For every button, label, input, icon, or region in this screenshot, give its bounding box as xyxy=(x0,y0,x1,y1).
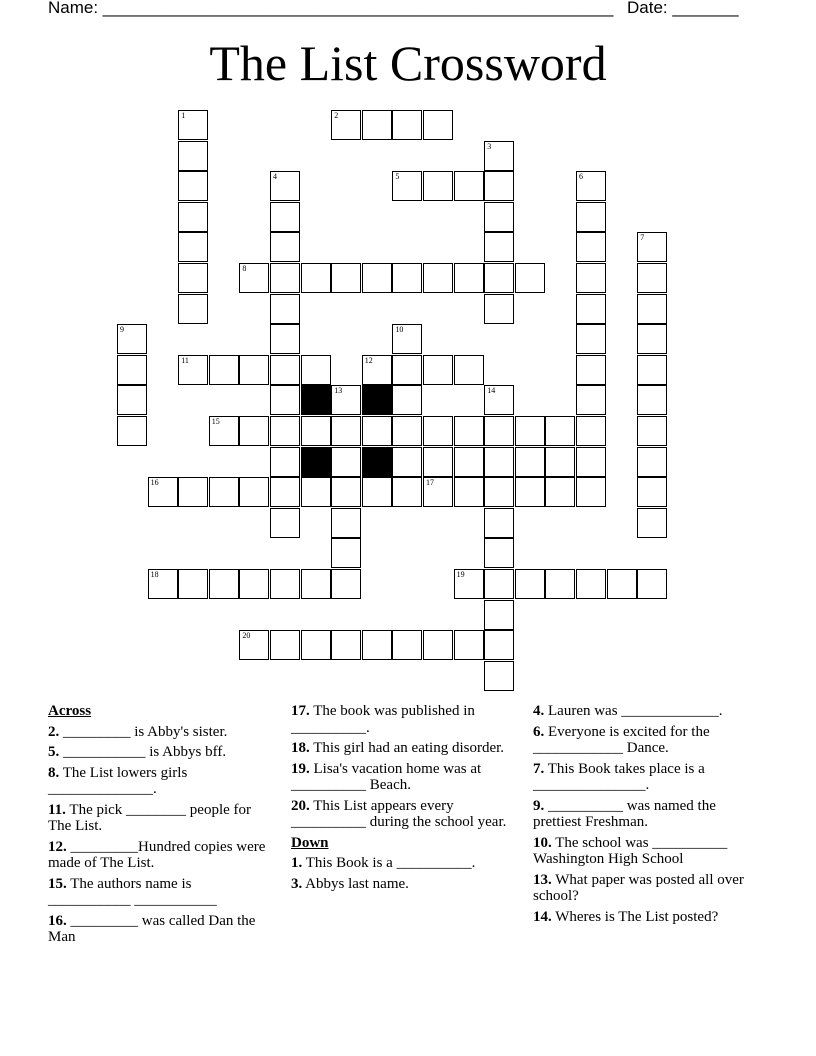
grid-cell[interactable] xyxy=(392,110,422,140)
grid-cell[interactable] xyxy=(454,447,484,477)
grid-cell[interactable] xyxy=(484,263,514,293)
grid-cell[interactable] xyxy=(454,630,484,660)
grid-cell[interactable] xyxy=(515,569,545,599)
grid-cell[interactable] xyxy=(178,477,208,507)
clue-across-18: 18. This girl had an eating disorder. xyxy=(291,740,505,756)
clue-number: 2 xyxy=(334,111,339,120)
grid-cell[interactable] xyxy=(270,447,300,477)
grid-cell[interactable] xyxy=(454,171,484,201)
grid-cell[interactable] xyxy=(362,477,392,507)
grid-cell[interactable] xyxy=(637,324,667,354)
name-field-label: Name: ______________________________________________________ xyxy=(48,0,614,17)
grid-cell[interactable] xyxy=(607,569,637,599)
grid-cell[interactable] xyxy=(301,569,331,599)
grid-cell[interactable] xyxy=(178,110,208,140)
clue-number: 3 xyxy=(487,141,492,151)
grid-cell[interactable] xyxy=(117,324,147,354)
grid-cell[interactable] xyxy=(239,569,269,599)
grid-cell[interactable] xyxy=(270,294,300,324)
grid-cell[interactable] xyxy=(423,355,453,385)
grid-cell[interactable] xyxy=(515,447,545,477)
grid-cell[interactable] xyxy=(576,171,606,201)
grid-cell[interactable] xyxy=(484,447,514,477)
grid-cell[interactable] xyxy=(178,355,208,385)
grid-cell[interactable] xyxy=(637,416,667,446)
grid-cell[interactable] xyxy=(637,355,667,385)
clue-number: 7 xyxy=(640,233,645,243)
clue-down-14: 14. Wheres is The List posted? xyxy=(533,908,719,925)
grid-cell[interactable] xyxy=(301,477,331,507)
grid-cell[interactable] xyxy=(362,416,392,446)
grid-cell[interactable] xyxy=(515,416,545,446)
clue-number: 8 xyxy=(242,264,247,273)
grid-cell[interactable] xyxy=(423,110,453,140)
grid-cell[interactable] xyxy=(423,447,453,477)
grid-cell[interactable] xyxy=(301,355,331,385)
grid-cell[interactable] xyxy=(545,569,575,599)
clue-number: 14 xyxy=(487,386,496,396)
date-field-label: Date: _______ xyxy=(627,0,739,17)
clue-number: 1 xyxy=(181,111,186,120)
clue-across-2: 2. _________ is Abby's sister. xyxy=(48,723,228,740)
black-square xyxy=(301,447,331,477)
clue-across-16: 16. _________ was called Dan the Man xyxy=(48,912,256,945)
clue-number: 4 xyxy=(273,172,277,182)
grid-cell[interactable] xyxy=(392,171,422,201)
clue-number: 15 xyxy=(211,417,220,426)
grid-cell[interactable] xyxy=(178,202,208,232)
grid-cell[interactable] xyxy=(484,661,514,691)
clue-number: 9 xyxy=(120,325,124,335)
grid-cell[interactable] xyxy=(545,416,575,446)
grid-cell[interactable] xyxy=(117,355,147,385)
grid-cell[interactable] xyxy=(148,569,178,599)
grid-cell[interactable] xyxy=(637,477,667,507)
clue-down-9: 9. __________ was named the prettiest Freshman. xyxy=(533,797,716,830)
clue-across-20: 20. This List appears every __________ during the school year. xyxy=(291,797,507,830)
grid-cell[interactable] xyxy=(484,569,514,599)
grid-cell[interactable] xyxy=(270,569,300,599)
clue-number: 20 xyxy=(242,631,251,641)
grid-cell[interactable] xyxy=(515,477,545,507)
grid-cell[interactable] xyxy=(362,263,392,293)
grid-cell[interactable] xyxy=(270,416,300,446)
down-clues-column-3 xyxy=(533,703,755,929)
grid-cell[interactable] xyxy=(148,477,178,507)
grid-cell[interactable] xyxy=(637,385,667,415)
grid-cell[interactable] xyxy=(576,477,606,507)
grid-cell[interactable] xyxy=(178,569,208,599)
grid-cell[interactable] xyxy=(576,263,606,293)
grid-cell[interactable] xyxy=(239,630,269,660)
clue-down-13: 13. What paper was posted all over school? xyxy=(533,871,744,904)
clue-number: 17 xyxy=(426,478,434,488)
clues-column-2 xyxy=(291,703,513,896)
grid-cell[interactable] xyxy=(637,263,667,293)
page-title: The List Crossword xyxy=(209,35,607,91)
clue-number: 19 xyxy=(456,570,465,579)
grid-cell[interactable] xyxy=(270,232,300,262)
grid-cell[interactable] xyxy=(637,508,667,538)
grid-cell[interactable] xyxy=(484,538,514,568)
grid-cell[interactable] xyxy=(392,355,422,385)
grid-cell[interactable] xyxy=(576,416,606,446)
clue-number: 6 xyxy=(579,172,583,182)
grid-cell[interactable] xyxy=(331,477,361,507)
grid-cell[interactable] xyxy=(209,416,239,446)
across-heading: Across xyxy=(48,703,92,719)
clue-down-7: 7. This Book takes place is a _______________. xyxy=(533,760,705,793)
clue-number: 13 xyxy=(334,386,343,396)
grid-cell[interactable] xyxy=(576,385,606,415)
grid-cell[interactable] xyxy=(392,630,422,660)
grid-cell[interactable] xyxy=(270,171,300,201)
grid-cell[interactable] xyxy=(209,477,239,507)
grid-cell[interactable] xyxy=(484,630,514,660)
clue-down-4: 4. Lauren was _____________. xyxy=(533,703,723,719)
grid-cell[interactable] xyxy=(301,263,331,293)
clue-across-12: 12. _________Hundred copies were made of The List. xyxy=(48,838,266,871)
across-clues-column-1 xyxy=(48,703,270,950)
grid-cell[interactable] xyxy=(331,110,361,140)
grid-cell[interactable] xyxy=(209,355,239,385)
grid-cell[interactable] xyxy=(454,569,484,599)
grid-cell[interactable] xyxy=(484,508,514,538)
grid-cell[interactable] xyxy=(270,508,300,538)
grid-cell[interactable] xyxy=(484,385,514,415)
grid-cell[interactable] xyxy=(484,141,514,171)
clue-across-17: 17. The book was published in __________. xyxy=(291,703,475,736)
grid-cell[interactable] xyxy=(178,171,208,201)
black-square xyxy=(362,385,392,415)
grid-cell[interactable] xyxy=(484,232,514,262)
grid-cell[interactable] xyxy=(576,569,606,599)
clue-down-10: 10. The school was __________ Washington High School xyxy=(533,834,728,867)
grid-cell[interactable] xyxy=(270,477,300,507)
grid-cell[interactable] xyxy=(301,416,331,446)
grid-cell[interactable] xyxy=(454,263,484,293)
grid-cell[interactable] xyxy=(576,447,606,477)
grid-cell[interactable] xyxy=(331,508,361,538)
grid-cell[interactable] xyxy=(392,385,422,415)
grid-cell[interactable] xyxy=(239,263,269,293)
clue-number: 16 xyxy=(150,478,159,488)
grid-cell[interactable] xyxy=(239,416,269,446)
grid-cell[interactable] xyxy=(576,324,606,354)
grid-cell[interactable] xyxy=(331,630,361,660)
grid-cell[interactable] xyxy=(423,416,453,446)
grid-cell[interactable] xyxy=(576,232,606,262)
grid-cell[interactable] xyxy=(576,355,606,385)
grid-cell[interactable] xyxy=(423,171,453,201)
clue-number: 11 xyxy=(181,355,189,365)
grid-cell[interactable] xyxy=(331,569,361,599)
clue-across-8: 8. The List lowers girls ______________. xyxy=(48,764,188,797)
grid-cell[interactable] xyxy=(362,355,392,385)
grid-cell[interactable] xyxy=(270,355,300,385)
down-heading: Down xyxy=(291,834,329,851)
grid-cell[interactable] xyxy=(270,263,300,293)
grid-cell[interactable] xyxy=(637,232,667,262)
grid-cell[interactable] xyxy=(637,569,667,599)
grid-cell[interactable] xyxy=(178,263,208,293)
grid-cell[interactable] xyxy=(331,538,361,568)
grid-cell[interactable] xyxy=(178,141,208,171)
grid-cell[interactable] xyxy=(484,171,514,201)
grid-cell[interactable] xyxy=(484,294,514,324)
grid-cell[interactable] xyxy=(178,232,208,262)
grid-cell[interactable] xyxy=(178,294,208,324)
grid-cell[interactable] xyxy=(331,263,361,293)
grid-cell[interactable] xyxy=(117,385,147,415)
clue-across-5: 5. ___________ is Abbys bff. xyxy=(48,744,227,760)
grid-cell[interactable] xyxy=(239,355,269,385)
grid-cell[interactable] xyxy=(301,630,331,660)
clue-across-11: 11. The pick ________ people for The List. xyxy=(48,801,252,834)
clue-down-1: 1. This Book is a __________. xyxy=(291,855,476,871)
grid-cell[interactable] xyxy=(423,477,453,507)
grid-cell[interactable] xyxy=(484,202,514,232)
grid-cell[interactable] xyxy=(637,294,667,324)
grid-cell[interactable] xyxy=(392,447,422,477)
grid-cell[interactable] xyxy=(117,416,147,446)
grid-cell[interactable] xyxy=(362,630,392,660)
grid-cell[interactable] xyxy=(423,263,453,293)
grid-cell[interactable] xyxy=(484,416,514,446)
grid-cell[interactable] xyxy=(331,447,361,477)
grid-cell[interactable] xyxy=(239,477,269,507)
grid-cell[interactable] xyxy=(209,569,239,599)
grid-cell[interactable] xyxy=(637,447,667,477)
clue-number: 10 xyxy=(395,325,404,335)
grid-cell[interactable] xyxy=(545,447,575,477)
black-square xyxy=(301,385,331,415)
clue-number: 5 xyxy=(395,172,400,182)
grid-cell[interactable] xyxy=(576,294,606,324)
clue-number: 12 xyxy=(364,355,373,365)
grid-cell[interactable] xyxy=(392,477,422,507)
clue-number: 18 xyxy=(150,570,159,579)
grid-cell[interactable] xyxy=(454,355,484,385)
grid-cell[interactable] xyxy=(484,477,514,507)
clue-across-15: 15. The authors name is ___________ ___________ xyxy=(48,875,217,908)
grid-cell[interactable] xyxy=(576,202,606,232)
grid-cell[interactable] xyxy=(362,110,392,140)
grid-cell[interactable] xyxy=(392,324,422,354)
grid-cell[interactable] xyxy=(270,202,300,232)
grid-cell[interactable] xyxy=(270,630,300,660)
grid-cell[interactable] xyxy=(270,385,300,415)
grid-cell[interactable] xyxy=(331,416,361,446)
clue-down-6: 6. Everyone is excited for the ____________ Dance. xyxy=(533,723,710,756)
grid-cell[interactable] xyxy=(454,416,484,446)
grid-cell[interactable] xyxy=(454,477,484,507)
clue-down-3: 3. Abbys last name. xyxy=(291,875,409,892)
grid-cell[interactable] xyxy=(515,263,545,293)
grid-cell[interactable] xyxy=(392,416,422,446)
clue-across-19: 19. Lisa's vacation home was at __________ Beach. xyxy=(291,760,482,793)
grid-cell[interactable] xyxy=(545,477,575,507)
grid-cell[interactable] xyxy=(423,630,453,660)
grid-cell[interactable] xyxy=(392,263,422,293)
grid-cell[interactable] xyxy=(331,385,361,415)
grid-cell[interactable] xyxy=(484,600,514,630)
black-square xyxy=(362,447,392,477)
grid-cell[interactable] xyxy=(270,324,300,354)
